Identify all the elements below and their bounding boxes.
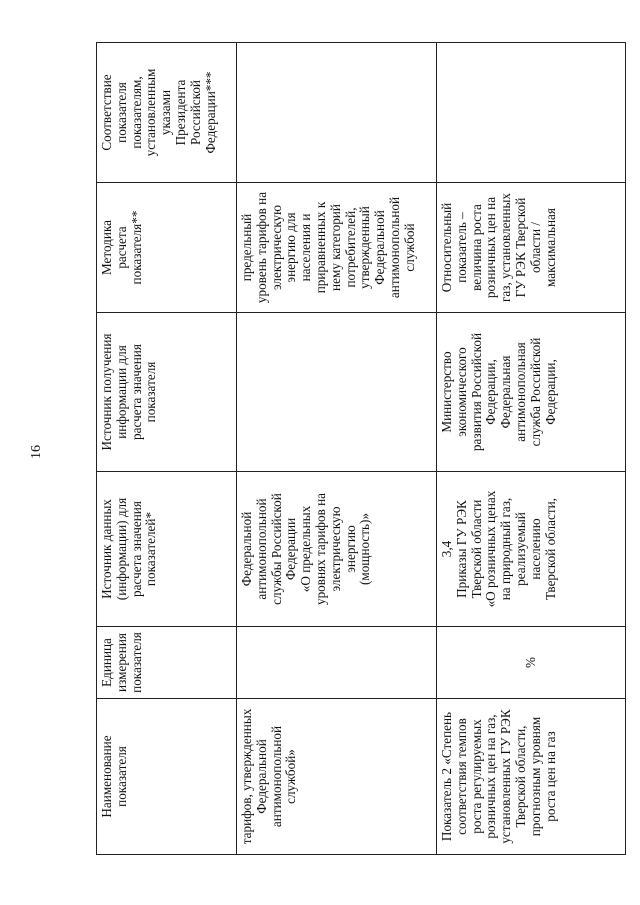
row2-name-cell: [437, 699, 626, 855]
header-cell-compliance: [97, 43, 237, 183]
table-row: [437, 43, 626, 855]
row1-name-cell: [237, 699, 437, 855]
row2-unit-cell: [437, 627, 626, 699]
header-unit-text: Единица измерения показателя: [99, 632, 144, 693]
header-compliance-text: Соответствие показателя показателям, установленным указами Президента Российской Федерации***: [99, 68, 218, 157]
header-cell-unit: [97, 627, 237, 699]
header-info-source-text: Источник получения информации для расчета значения показателя: [99, 333, 159, 451]
page-number: 16: [29, 445, 44, 459]
row1-info-source-cell: [237, 313, 437, 472]
table-row: [237, 43, 437, 855]
row1-unit-cell: [237, 627, 437, 699]
row2-method-text: Относительный показатель – величина роста розничных цен на газ, установленных ГУ РЭК Тверской области / максимальная: [439, 193, 558, 302]
rotated-table-container: [96, 43, 625, 855]
row1-name-text: тарифов, утвержденных Федеральной антимонопольной службой»: [239, 708, 299, 845]
row2-name-text: Показатель 2 «Степень соответствия темпов роста регулируемых розничных цен на газ, установленных ГУ РЭК Тверской области, прогнозным уровням роста цен на газ: [439, 709, 558, 844]
row1-data-source-cell: [237, 472, 437, 627]
header-cell-info-source: [97, 313, 237, 472]
row1-method-cell: [237, 183, 437, 313]
header-cell-data-source: [97, 472, 237, 627]
row2-method-cell: [437, 183, 626, 313]
row2-info-source-text: Министерство экономического развития Российской Федерации, Федеральная антимонопольная служба Российской Федерации,: [439, 332, 558, 452]
header-data-source-text: Источник данных (информации) для расчета значения показателей*: [99, 497, 159, 601]
row2-info-source-cell: [437, 313, 626, 472]
header-cell-name: [97, 699, 237, 855]
header-name-text: Наименование показателя: [99, 735, 129, 818]
row1-method-text: предельный уровень тарифов на электрическую энергию для населения и приравненных к нему категорий потребителей, утвержденный Федеральной антимонопольной службой: [239, 191, 417, 304]
header-row: [97, 43, 237, 855]
row1-data-source-text: Федеральной антимонопольной службы Российской Федерации «О предельных уровнях тарифов на электрическую энергию (мощность)»: [239, 492, 373, 606]
row2-unit-text: %: [522, 657, 538, 668]
row2-compliance-cell: [437, 43, 626, 183]
row2-data-source-text: 3,4 Приказы ГУ РЭК Тверской области «О розничных ценах на природный газ, реализуемый населению Тверской области,: [439, 490, 558, 608]
header-method-text: Методика расчета показателя**: [99, 210, 144, 285]
indicator-table: [96, 42, 626, 855]
row1-compliance-cell: [237, 43, 437, 183]
header-cell-method: [97, 183, 237, 313]
row2-data-source-cell: [437, 472, 626, 627]
